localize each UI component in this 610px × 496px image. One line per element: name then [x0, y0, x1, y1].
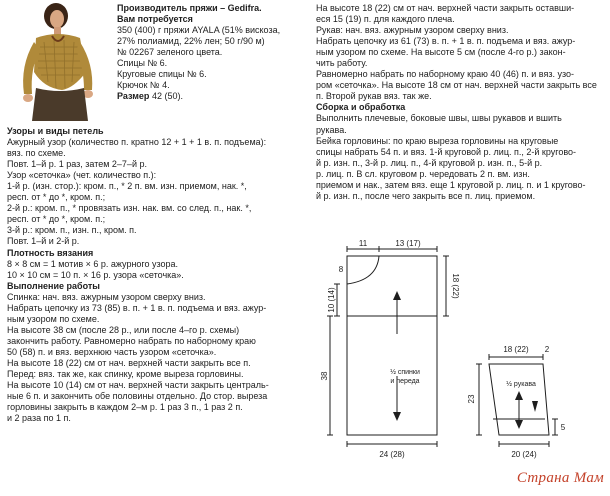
- text-line: чить работу.: [316, 58, 368, 69]
- text-line: й р. изн. п., после чего закрыть все п. лиц. приемом.: [316, 190, 536, 201]
- text-line: 2-й р.: кром. п., * провязать изн. нак. вм. со след. п., нак. *,: [7, 203, 252, 214]
- right-text-column: [316, 3, 608, 202]
- text-line: 1-й р. (изн. стор.): кром. п., * 2 п. вм. изн. приемом, нак. *,: [7, 181, 247, 192]
- model-photo: [14, 2, 106, 121]
- body-label-2: и переда: [390, 378, 420, 385]
- text-line: рукава.: [316, 124, 347, 135]
- producer-line: Производитель пряжи – Gedifra.: [117, 3, 262, 13]
- text-line: спицы набрать 54 п. и вяз. 1-й круговой р. лиц. п., 2-й кругово-: [316, 146, 577, 157]
- text-line: Перед: вяз. так же, как спинку, кроме выреза горловины.: [7, 369, 244, 380]
- neck-curve: [347, 256, 379, 284]
- size-label: Размер: [117, 91, 150, 102]
- dim-body-top-left: 11: [358, 239, 368, 248]
- text-line: Узор «сеточка» (чет. количество п.):: [7, 170, 157, 181]
- text-line: Равномерно набрать по наборному краю 40 (46) п. и вяз. узо-: [316, 69, 575, 80]
- body-outline: [347, 256, 437, 435]
- text-line: Рукав: нач. вяз. ажурным узором сверху вниз.: [316, 25, 509, 36]
- text-line: приемом и нак., затем вяз. еще 1 круговой р. лиц. п. и 1 кругово-: [316, 179, 586, 190]
- dim-body-side-left: 8: [338, 265, 344, 274]
- text-line: ным узором по схеме.: [7, 313, 100, 324]
- left-text-column: [7, 126, 307, 424]
- dim-sleeve-left: 23: [467, 394, 476, 404]
- section-heading: Сборка и обработка: [316, 102, 406, 113]
- sleeve-marker: [532, 401, 538, 412]
- text-line: Ажурный узор (количество п. кратно 12 + 1 + 1 в. п. подъема):: [7, 137, 267, 148]
- section-heading: Узоры и виды петель: [7, 126, 104, 136]
- pattern-diagram: [320, 236, 610, 491]
- section-heading: Выполнение работы: [7, 280, 100, 291]
- text-line: р. лиц. п. В сл. круговом р. чередовать 2 п. вм. изн.: [316, 168, 530, 179]
- text-line: еся 15 (19) п. для каждого плеча.: [316, 14, 455, 25]
- text-line: ным узором по схеме. На высоте 5 см (после 4-го р.) закон-: [316, 47, 566, 58]
- dim-sleeve-bottom-right: 5: [560, 423, 566, 432]
- text-line: Выполнить плечевые, боковые швы, швы рукавов и вшить: [316, 113, 562, 124]
- sleeve-label: ½ рукава: [506, 381, 536, 388]
- body-label-1: ½ спинки: [390, 369, 420, 376]
- material-line: 27% полиамид, 22% лен; 50 г/90 м): [117, 36, 265, 47]
- text-line: ром «сеточка». На высоте 18 см от нач. верхней части закрыть все: [316, 80, 597, 91]
- materials-block: [117, 3, 297, 102]
- dim-sleeve-corner: 2: [544, 345, 550, 354]
- text-line: респ. от * до *, кром. п.;: [7, 192, 106, 203]
- text-line: 8 × 8 см = 1 мотив × 6 р. ажурного узора.: [7, 258, 179, 269]
- dim-sleeve-top: 18 (22): [503, 345, 529, 354]
- material-line: № 02267 зеленого цвета.: [117, 47, 223, 58]
- text-line: вяз. по схеме.: [7, 148, 66, 159]
- dim-sleeve-bottom: 20 (24): [511, 450, 537, 459]
- size-line: [117, 91, 297, 102]
- text-line: ные 6 п. и закончить обе половины отдельно. До стор. выреза: [7, 391, 268, 402]
- text-line: На высоте 38 см (после 28 р., или после 4–го р. схемы): [7, 324, 240, 335]
- dim-body-bottom: 24 (28): [379, 450, 405, 459]
- text-line: горловины закрыть в каждом 2–м р. 1 раз 3 п., 1 раз 2 п.: [7, 402, 243, 413]
- text-line: На высоте 10 (14) см от нач. верхней части закрыть централь-: [7, 380, 269, 391]
- text-line: 10 × 10 см = 10 п. × 16 р. узора «сеточка».: [7, 269, 184, 280]
- text-line: респ. от * до *, кром. п.;: [7, 214, 106, 225]
- text-line: Спинка: нач. вяз. ажурным узором сверху вниз.: [7, 291, 206, 302]
- text-line: На высоте 18 (22) см от нач. верхней части закрыть оставши-: [316, 3, 575, 13]
- text-line: 50 (58) п. и вяз. верхнюю часть узором «сеточка».: [7, 346, 217, 357]
- text-line: п. Второй рукав вяз. так же.: [316, 91, 432, 102]
- material-line: 350 (400) г пряжи AYALA (51% вискоза,: [117, 25, 281, 36]
- dim-body-height: 38: [320, 371, 329, 381]
- text-line: Бейка горловины: по краю выреза горловины на круговые: [316, 135, 559, 146]
- watermark: Страна Мам: [516, 470, 604, 486]
- text-line: Повт. 1–й и 2-й р.: [7, 236, 80, 247]
- text-line: закончить работу. Равномерно набрать по наборному краю: [7, 335, 256, 346]
- text-line: 3-й р.: кром. п., изн. п., кром. п.: [7, 225, 137, 236]
- text-line: Повт. 1–й р. 1 раз, затем 2–7–й р.: [7, 159, 147, 170]
- dim-body-top-right: 13 (17): [395, 239, 421, 248]
- material-line: Круговые спицы № 6.: [117, 69, 207, 80]
- material-line: Спицы № 6.: [117, 58, 168, 69]
- dim-body-side-right: 18 (22): [451, 273, 460, 299]
- dim-body-side-top: 10 (14): [327, 287, 336, 313]
- material-line: Крючок № 4.: [117, 80, 170, 91]
- text-line: и 2 раза по 1 п.: [7, 413, 71, 424]
- text-line: Набрать цепочку из 61 (73) в. п. + 1 в. п. подъема и вяз. ажур-: [316, 36, 576, 47]
- text-line: На высоте 18 (22) см от нач. верхней части закрыть все п.: [7, 357, 251, 368]
- text-line: й р. изн. п., 3-й р. лиц. п., 4-й круговой р. изн. п., 5-й р.: [316, 157, 543, 168]
- text-line: Набрать цепочку из 73 (85) в. п. + 1 в. п. подъема и вяз. ажур-: [7, 302, 267, 313]
- size-value: 42 (50).: [151, 91, 183, 102]
- need-title: Вам потребуется: [117, 14, 193, 25]
- section-heading: Плотность вязания: [7, 247, 94, 258]
